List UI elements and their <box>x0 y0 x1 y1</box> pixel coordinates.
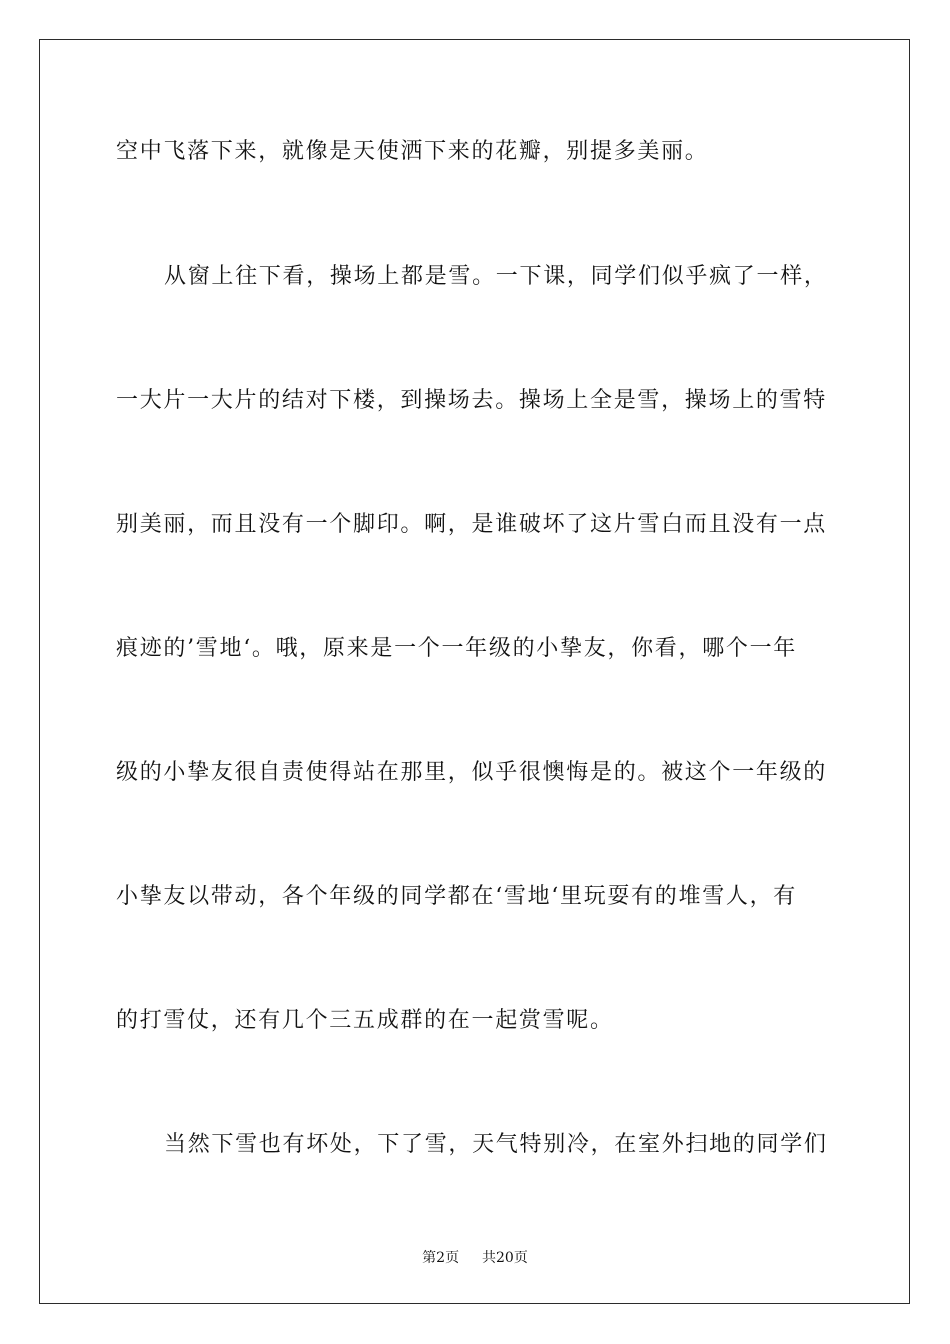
page-total: 共20页 <box>482 1250 528 1266</box>
paragraph-line: 小挚友以带动，各个年级的同学都在‘雪地‘里玩耍有的堆雪人，有 <box>116 884 797 909</box>
paragraph-line: 的打雪仗，还有几个三五成群的在一起赏雪呢。 <box>116 1008 614 1033</box>
paragraph-line: 当然下雪也有坏处，下了雪，天气特别冷，在室外扫地的同学们 <box>164 1132 828 1157</box>
paragraph-line: 别美丽，而且没有一个脚印。啊，是谁破坏了这片雪白而且没有一点 <box>116 512 828 537</box>
paragraph-line: 痕迹的’雪地‘。哦，原来是一个一年级的小挚友，你看，哪个一年 <box>116 636 797 661</box>
page-number: 第2页 <box>422 1250 460 1266</box>
paragraph-line: 空中飞落下来，就像是天使洒下来的花瓣，别提多美丽。 <box>116 139 709 164</box>
paragraph-line: 从窗上往下看，操场上都是雪。一下课，同学们似乎疯了一样， <box>164 264 828 289</box>
paragraph-line: 一大片一大片的结对下楼，到操场去。操场上全是雪，操场上的雪特 <box>116 388 828 413</box>
page-footer <box>0 1249 950 1267</box>
paragraph-line: 级的小挚友很自责使得站在那里，似乎很懊悔是的。被这个一年级的 <box>116 760 828 785</box>
page-border <box>39 39 910 1304</box>
